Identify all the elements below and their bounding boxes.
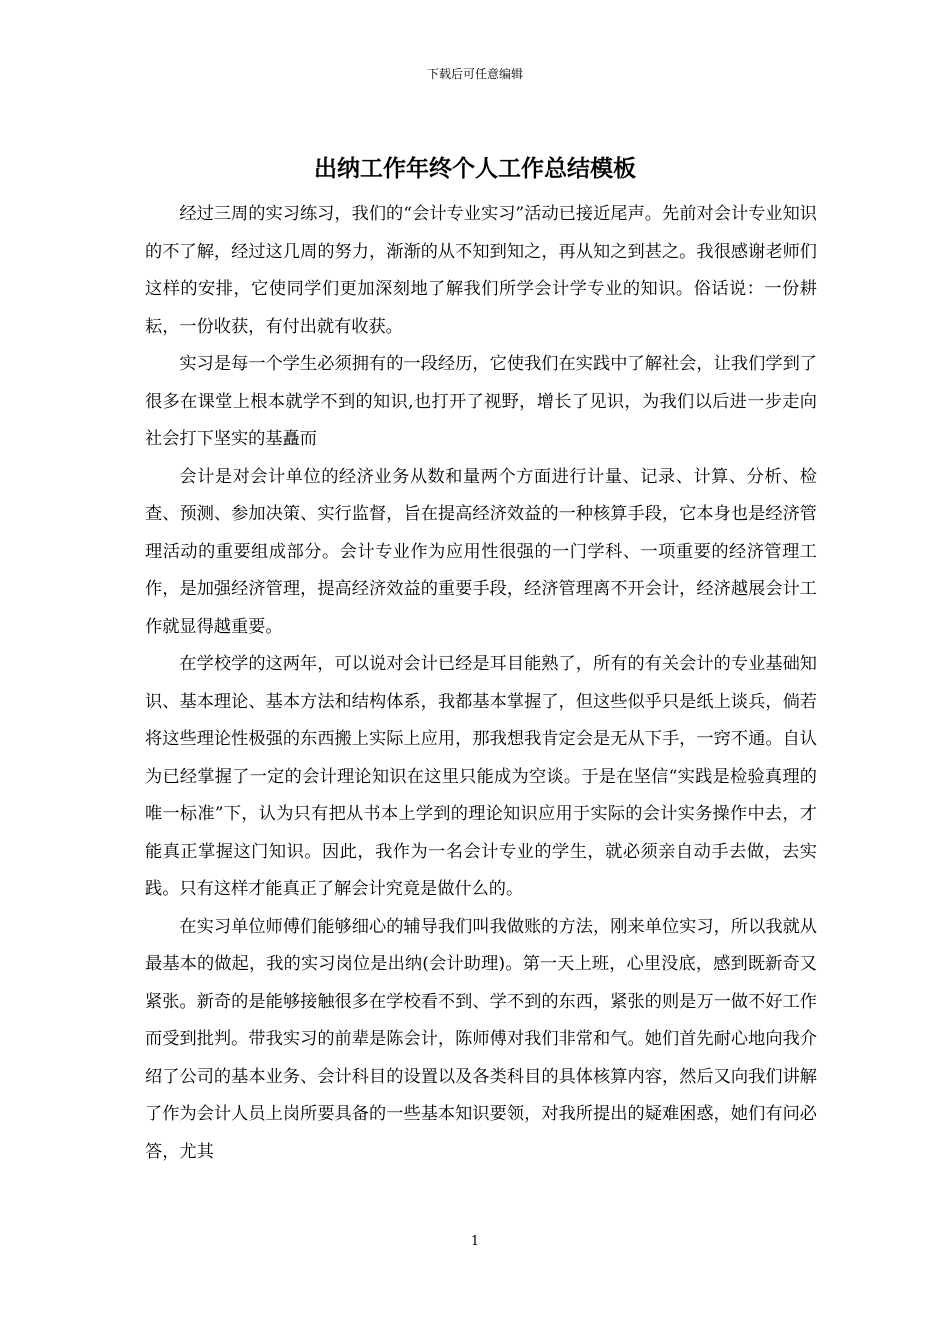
page-number: 1 — [470, 1234, 480, 1249]
header-note: 下载后可任意编辑 — [426, 67, 523, 81]
paragraph-1: 经过三周的实习练习，我们的“会计专业实习”活动已接近尾声。先前对会计专业知识的不了解，经过这几周的努力，渐渐的从不知到知之，再从知之到甚之。我很感谢老师们这样的安排，它使同学们更加深刻地了解我们所学会计学专业的知识。俗话说：一份耕耘，一份收获，有付出就有收获。 — [145, 204, 817, 337]
paragraph-3: 会计是对会计单位的经济业务从数和量两个方面进行计量、记录、计算、分析、检查、预测、参加决策、实行监督，旨在提高经济效益的一种核算手段，它本身也是经济管理活动的重要组成部分。会计专业作为应用性很强的一门学科、一项重要的经济管理工作，是加强经济管理，提高经济效益的重要手段，经济管理离不开会计，经济越展会计工作就显得越重要。 — [145, 466, 817, 637]
document-title: 出纳工作年终个人工作总结模板 — [314, 155, 636, 182]
paragraph-4: 在学校学的这两年，可以说对会计已经是耳目能熟了，所有的有关会计的专业基础知识、基本理论、基本方法和结构体系，我都基本掌握了，但这些似乎只是纸上谈兵，倘若将这些理论性极强的东西搬上实际上应用，那我想我肯定会是无从下手，一窍不通。自认为已经掌握了一定的会计理论知识在这里只能成为空谈。于是在坚信“实践是检验真理的唯一标准”下，认为只有把从书本上学到的理论知识应用于实际的会计实务操作中去，才能真正掌握这门知识。因此，我作为一名会计专业的学生，就必须亲自动手去做，去实践。只有这样才能真正了解会计究竟是做什么的。 — [145, 654, 817, 899]
document-body — [145, 196, 817, 1171]
paragraph-5: 在实习单位师傅们能够细心的辅导我们叫我做账的方法，刚来单位实习，所以我就从最基本的做起，我的实习岗位是出纳(会计助理)。第一天上班，心里没底，感到既新奇又紧张。新奇的是能够接触很多在学校看不到、学不到的东西，紧张的则是万一做不好工作而受到批判。带我实习的前辈是陈会计，陈师傅对我们非常和气。她们首先耐心地向我介绍了公司的基本业务、会计科目的设置以及各类科目的具体核算内容，然后又向我们讲解了作为会计人员上岗所要具备的一些基本知识要领，对我所提出的疑难困惑，她们有问必答，尤其 — [145, 916, 817, 1162]
paragraph-2: 实习是每一个学生必须拥有的一段经历，它使我们在实践中了解社会，让我们学到了很多在课堂上根本就学不到的知识,也打开了视野，增长了见识，为我们以后进一步走向社会打下坚实的基矗而 — [145, 354, 817, 449]
